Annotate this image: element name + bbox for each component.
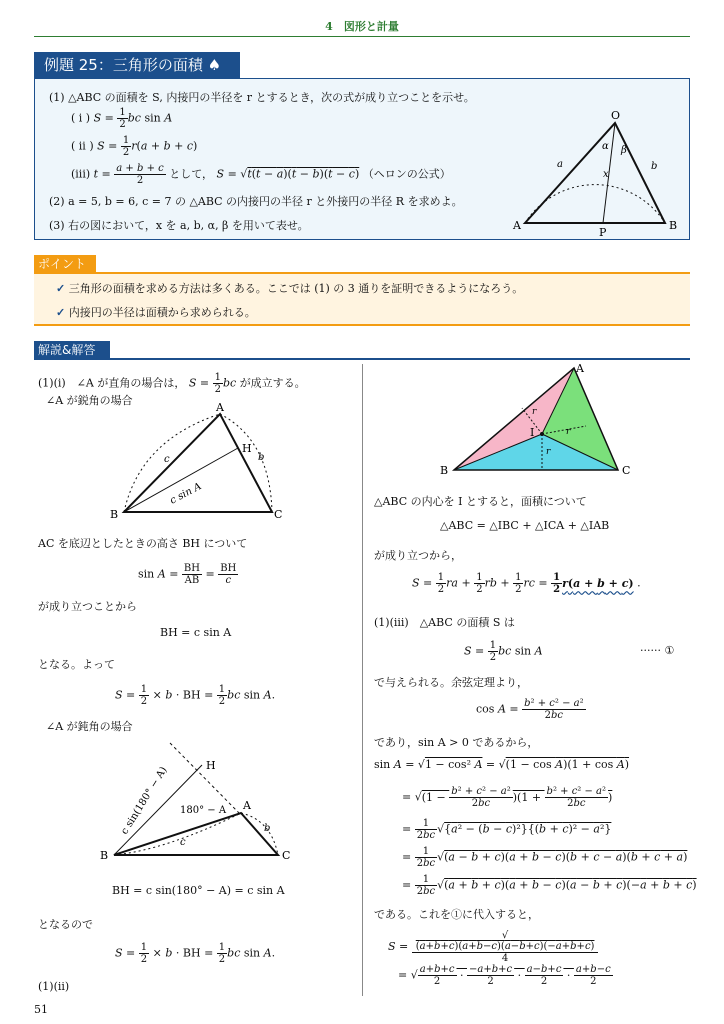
chapter-header: 4 図形と計量 (325, 20, 399, 33)
q2: (2) a = 5, b = 6, c = 7 の △ABC の内接円の半径 r と外接円の半径 R を求めよ。 (49, 195, 463, 208)
equation-marker: ······ ① (640, 644, 675, 657)
sol-left-line9: となるので (38, 918, 93, 931)
fig1-label-a: A (216, 401, 224, 414)
sol-left-line4: が成り立つことから (38, 600, 137, 613)
fig1-label-h: H (242, 442, 252, 455)
incenter-point (540, 432, 544, 436)
label-side-a: a (557, 159, 563, 170)
example-title: 例題 25：三角形の面積 ♠ (34, 52, 240, 78)
sol-left-line5: BH = c sin A (160, 626, 232, 639)
point-item-text: 三角形の面積を求める方法は多くある。ここでは (1) の 3 通りを証明できるようになろう。 (68, 282, 524, 295)
example-figure (495, 107, 685, 237)
column-divider (362, 364, 363, 996)
figure-incircle (436, 362, 636, 477)
example-box (34, 78, 690, 240)
area-sin-formula: S = $\frac{1}{2}$ bc sin A (464, 640, 543, 663)
fig1-label-side-b: b (258, 452, 265, 463)
sol-right-line7: である。これを①に代入すると， (374, 908, 539, 921)
fig1-label-csina: c sin A (168, 480, 204, 507)
fig2-label-b: B (100, 849, 109, 862)
sol-right-line4: (1)(iii) △ABC の面積 S は (374, 616, 515, 629)
sol-l1-tail: が成立する。 (239, 376, 306, 390)
triangle-oab (525, 123, 665, 223)
fig2-label-a: A (243, 799, 251, 812)
fig1-label-c: C (274, 508, 283, 521)
sol-left-line3: AC を底辺としたときの高さ BH について (38, 537, 248, 550)
sol-left-line1: (1)(i) ∠A が直角の場合は， S = $\frac{1}{2}$ bc が成立する。 (38, 372, 306, 395)
heron-derivation-2: = √ $\frac{a+b+c}{2}$ · $\frac{-a+b+c}{2}$ · $\frac{a-b+c}{2}$ · $\frac{a+b-c}{2}$ (398, 964, 611, 987)
point-title: ポイント (34, 255, 96, 273)
triangle-abc (124, 414, 272, 512)
label-beta: β (621, 145, 627, 156)
header-rule (34, 36, 690, 37)
q1-iii-label: (iii) (71, 167, 91, 181)
solution-rule (34, 358, 690, 360)
solution-title: 解説&解答 (34, 341, 110, 359)
q1-iii: (iii) t = $\frac{a + b + c}{2}$ として， S = √t(t − a)(t − b)(t − c) （ヘロンの公式） (71, 163, 451, 186)
point-item-text: 内接円の半径は面積から求められる。 (68, 306, 256, 319)
sol-left-line8: BH = c sin(180° − A) = c sin A (112, 884, 285, 897)
fig1-label-side-c: c (164, 454, 170, 465)
sin-derivation-4: = $\frac{1}{2bc}$ √(a − b + c)(a + b − c)(b + c − a)(b + c + a) (402, 846, 688, 869)
sin-derivation-5: = $\frac{1}{2bc}$ √(a + b + c)(a + b − c)(a − b + c)(−a + b + c) (402, 874, 697, 897)
q1-i-label: ( i ) (71, 111, 91, 125)
page-number: 51 (34, 1003, 48, 1016)
label-alpha: α (602, 141, 609, 152)
heron-derivation-1: S = √ (a+b+c)(a+b−c)(a−b+c)(−a+b+c) 4 (388, 930, 598, 964)
fig3-label-r: r (546, 447, 551, 457)
sol-left-line6: となる。よって (38, 658, 115, 671)
fig2-label-side-c: c (180, 837, 186, 848)
check-icon: ✓ (56, 282, 66, 295)
sol-left-line7: ∠A が鈍角の場合 (46, 720, 133, 733)
q1-i: ( i ) S = $\frac{1}{2}$ bc sin A (71, 107, 173, 130)
cosine-law: cos A = $\frac{\text{b² + c² − a²}}{2bc}$ (476, 698, 584, 721)
label-x: x (603, 169, 609, 180)
point-box (34, 274, 690, 326)
sol-right-line5: で与えられる。余弦定理より， (374, 676, 528, 689)
heron-note: （ヘロンの公式） (362, 167, 451, 181)
sol-right-line6: であり，sin A > 0 であるから， (374, 736, 539, 749)
fig3-label-r: r (566, 427, 571, 437)
area-formula-acute: S = $\frac{1}{2}$ × b · BH = $\frac{1}{2}$ bc sin A. (115, 684, 276, 707)
sol-right-line2: △ABC = △IBC + △ICA + △IAB (440, 519, 610, 532)
fig2-label-side-b: b (264, 823, 271, 834)
sin-derivation-1: sin A = √1 − cos² A = √(1 − cos A)(1 + cos A) (374, 758, 630, 771)
q1-intro: (1) △ABC の面積を S, 内接円の半径を r とするとき，次の式が成り立つことを示せ。 (49, 91, 475, 104)
label-o: O (611, 109, 621, 122)
figure-acute (100, 400, 300, 525)
sin-derivation-2: = √(1 − $\frac{\text{b² + c² − a²}}{2bc}$ )(1 + $\frac{\text{b² + c² − a²}}{2bc}$ ) (402, 786, 613, 809)
fig3-label-i: I (530, 426, 535, 439)
area-incircle-formula: S = $\frac{1}{2}$ ra + $\frac{1}{2}$ rb + $\frac{1}{2}$ rc = $\frac{1}{2}$ r(a + b + c) . (412, 572, 641, 595)
fig3-label-a: A (576, 362, 584, 375)
sol-right-line3: が成り立つから， (374, 549, 462, 562)
figure-obtuse (96, 735, 306, 865)
fig3-label-b: B (440, 464, 449, 477)
check-icon: ✓ (56, 306, 66, 319)
q3: (3) 右の図において，x を a, b, α, β を用いて表せ。 (49, 219, 309, 232)
sin-derivation-3: = $\frac{1}{2bc}$ √{a² − (b − c)²}{(b + c)² − a²} (402, 818, 612, 841)
fig2-label-c: C (282, 849, 291, 862)
fig3-label-c: C (622, 464, 631, 477)
label-b: B (669, 219, 678, 232)
q1-iii-mid: として， (169, 167, 214, 181)
label-a: A (513, 219, 521, 232)
fig2-label-h: H (206, 759, 216, 772)
point-item (56, 304, 256, 320)
circle-arc (525, 185, 665, 223)
sol-right-line1: △ABC の内心を I とすると，面積について (374, 495, 587, 508)
sol-left-line10: (1)(ii) (38, 980, 70, 993)
fig1-label-b: B (110, 508, 119, 521)
label-side-b: b (651, 161, 658, 172)
area-formula-obtuse: S = $\frac{1}{2}$ × b · BH = $\frac{1}{2}$ bc sin A. (115, 942, 276, 965)
sol-left-line2: ∠A が鋭角の場合 (46, 394, 133, 407)
q1-ii: ( ii ) S = $\frac{1}{2}$ r(a + b + c) (71, 135, 198, 158)
sin-ratio: sin A = $\frac{BH}{AB}$ = $\frac{BH}{c}$ (138, 563, 237, 586)
label-p: P (599, 226, 607, 237)
fig3-label-r: r (532, 407, 537, 417)
point-item (56, 280, 523, 296)
fig2-label-angle: 180° − A (180, 805, 227, 816)
q1-ii-label: ( ii ) (71, 139, 94, 153)
sol-l1-text: (1)(i) ∠A が直角の場合は， (38, 376, 186, 390)
fig2-label-side: c sin(180° − A) (119, 765, 170, 837)
